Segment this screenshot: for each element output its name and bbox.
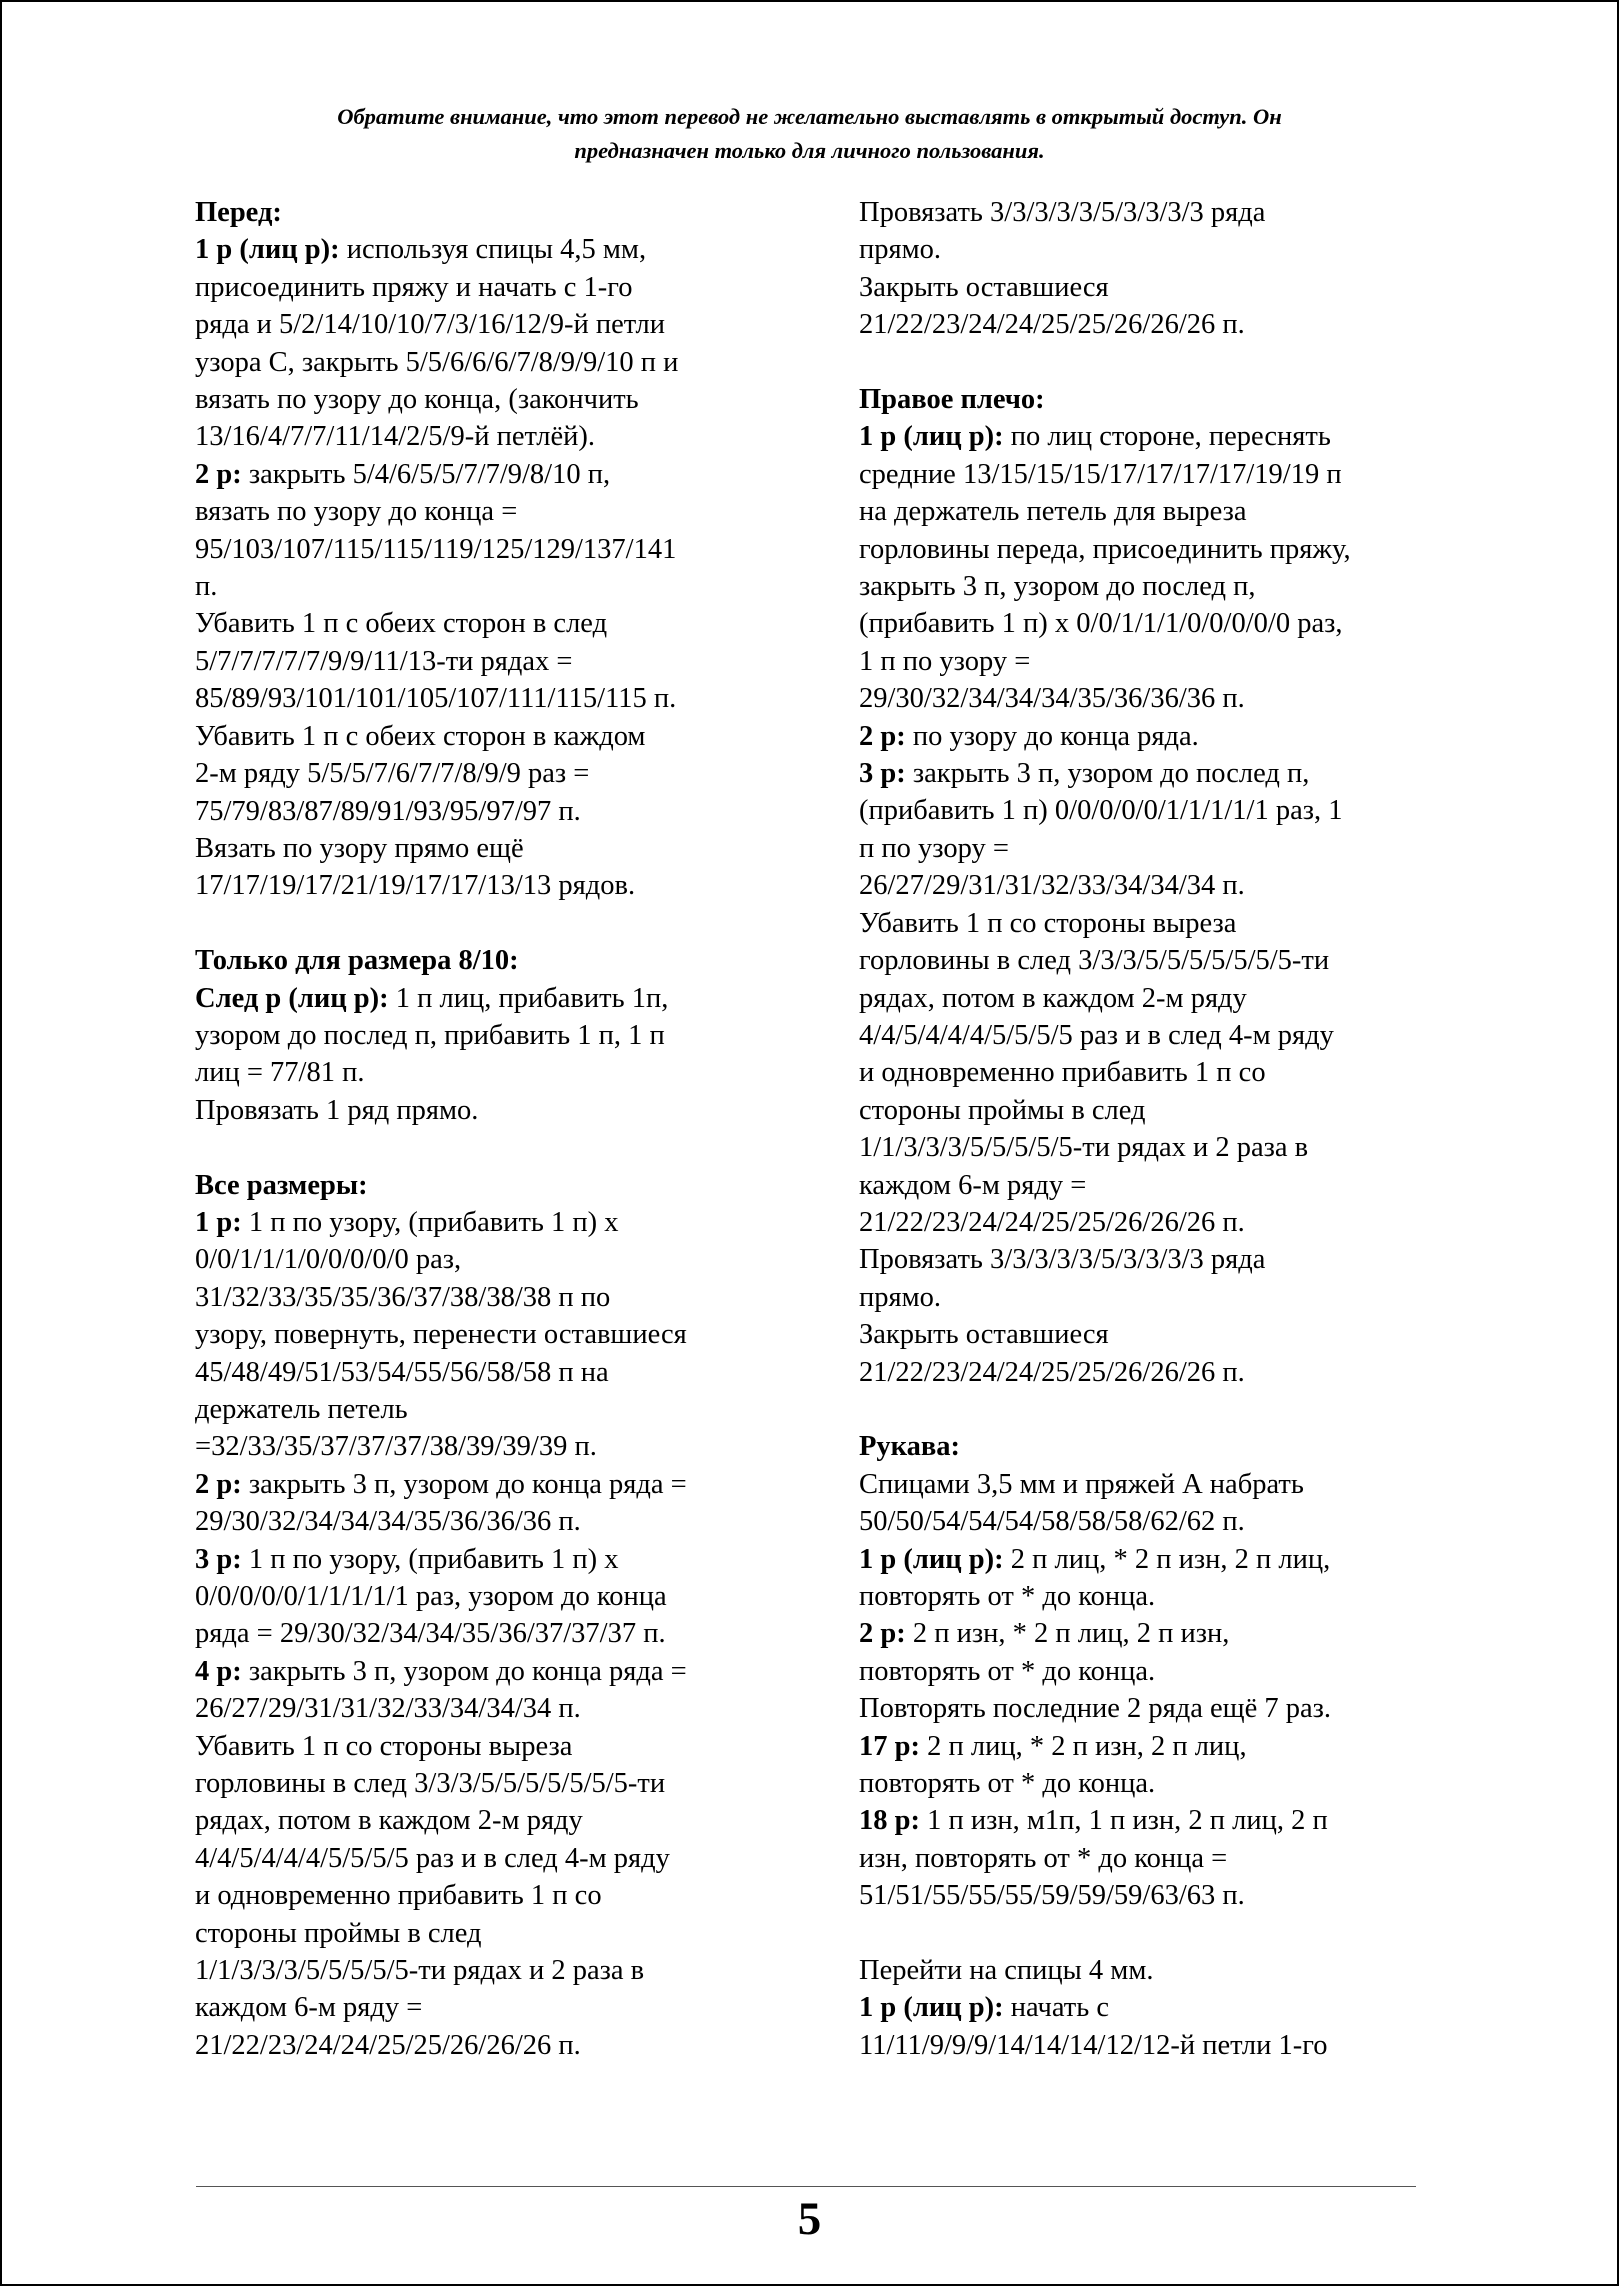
line-text: Провязать 3/3/3/3/3/5/3/3/3/3 ряда [859, 197, 1266, 228]
text-line [859, 493, 1449, 530]
text-line [859, 1503, 1449, 1540]
line-text: на держатель петель для выреза [859, 496, 1247, 528]
text-line [195, 867, 785, 904]
text-line [859, 456, 1449, 493]
text-line [859, 231, 1449, 268]
text-line [859, 1204, 1449, 1241]
line-text: горловины в след 3/3/3/5/5/5/5/5/5/5-ти [859, 945, 1330, 977]
line-text: по лиц стороне, переснять [1003, 421, 1331, 453]
line-text: 0/0/0/0/0/1/1/1/1/1 раз, узором до конца [195, 1581, 667, 1612]
text-line [195, 1167, 785, 1204]
line-text: каждом 6-м ряду = [859, 1169, 1087, 1201]
line-text: лиц = 77/81 п. [195, 1057, 365, 1089]
text-line [859, 942, 1449, 979]
line-text: горловины в след 3/3/3/5/5/5/5/5/5/5-ти [195, 1768, 666, 1800]
page-number: 5 [797, 2193, 822, 2245]
line-text: 31/32/33/35/35/36/37/38/38/38 п по [195, 1281, 611, 1313]
line-text: 1 п изн, м1п, 1 п изн, 2 п лиц, 2 п [919, 1805, 1328, 1837]
line-text: Вязать по узору прямо ещё [195, 832, 524, 864]
line-text: Убавить 1 п со стороны выреза [859, 907, 1237, 939]
line-text: Провязать 1 ряд прямо. [195, 1094, 479, 1126]
line-text: 75/79/83/87/89/91/93/95/97/97 п. [195, 795, 581, 827]
line-text: закрыть 3 п, узором до послед п, [905, 758, 1310, 790]
text-line [195, 718, 785, 755]
line-text: повторять от * до конца. [859, 1768, 1156, 1800]
line-text: закрыть 3 п, узором до конца ряда = [241, 1468, 687, 1500]
line-text: 2-м ряду 5/5/5/7/6/7/7/8/9/9 раз = [195, 758, 590, 790]
line-text: 1 п по узору, (прибавить 1 п) х [241, 1206, 619, 1238]
text-line [195, 1989, 785, 2026]
text-line [859, 1690, 1449, 1727]
line-text: 4/4/5/4/4/4/5/5/5/5 раз и в след 4-м ряду [859, 1019, 1334, 1051]
text-line [859, 1092, 1449, 1129]
text-line [195, 306, 785, 343]
text-line [195, 793, 785, 830]
text-line [859, 680, 1449, 717]
line-text: средние 13/15/15/15/17/17/17/17/19/19 п [859, 458, 1342, 490]
line-text: ряда и 5/2/14/10/10/7/3/16/12/9-й петли [195, 309, 666, 341]
text-line [859, 1578, 1449, 1615]
line-text: 26/27/29/31/31/32/33/34/34/34 п. [195, 1693, 581, 1725]
text-line [859, 867, 1449, 904]
text-line [859, 1840, 1449, 1877]
text-line [195, 1204, 785, 1241]
text-line [859, 1428, 1449, 1465]
text-line [195, 755, 785, 792]
text-line [859, 1466, 1449, 1503]
bold-label: Правое плечо: [859, 384, 1045, 416]
line-text: 17/17/19/17/21/19/17/17/13/13 рядов. [195, 870, 636, 902]
text-line [859, 306, 1449, 343]
text-line [195, 942, 785, 979]
line-text: узору, повернуть, перенести оставшиеся [195, 1319, 687, 1351]
text-line [195, 2027, 785, 2064]
text-line [859, 1728, 1449, 1765]
line-text: (прибавить 1 п) х 0/0/1/1/1/0/0/0/0/0 раз, [859, 608, 1343, 640]
bold-label: 17 р: [859, 1730, 920, 1762]
line-text: повторять от * до конца. [859, 1655, 1156, 1687]
right-column [859, 194, 1449, 2064]
line-text: закрыть 5/4/6/5/5/7/7/9/8/10 п, [241, 458, 611, 490]
bold-label: 3 р: [859, 758, 906, 790]
text-line [859, 194, 1449, 231]
line-text: каждом 6-м ряду = [195, 1992, 423, 2024]
text-line [195, 381, 785, 418]
text-line [195, 531, 785, 568]
line-text: Закрыть оставшиеся [859, 1319, 1109, 1351]
line-text: 95/103/107/115/115/119/125/129/137/141 [195, 533, 677, 565]
text-line [859, 269, 1449, 306]
line-text: Убавить 1 п с обеих сторон в след [195, 608, 608, 640]
text-line [195, 1017, 785, 1054]
text-line [859, 1653, 1449, 1690]
text-line [195, 1503, 785, 1540]
line-text: Спицами 3,5 мм и пряжей А набрать [859, 1468, 1304, 1500]
bold-label: 3 р: [195, 1543, 242, 1575]
line-text: 1/1/3/3/3/5/5/5/5/5-ти рядах и 2 раза в [859, 1132, 1309, 1164]
text-line [195, 1054, 785, 1091]
line-text: 2 п изн, * 2 п лиц, 2 п изн, [905, 1618, 1230, 1650]
text-line [859, 1989, 1449, 2026]
paragraph-gap [195, 1129, 785, 1166]
text-line [195, 1615, 785, 1652]
line-text: рядах, потом в каждом 2-м ряду [195, 1805, 583, 1837]
line-text: Убавить 1 п со стороны выреза [195, 1730, 573, 1762]
paragraph-gap [859, 1391, 1449, 1428]
line-text: изн, повторять от * до конца = [859, 1842, 1228, 1874]
line-text: 1 п по узору = [859, 645, 1031, 677]
text-line [195, 1578, 785, 1615]
text-line [859, 1802, 1449, 1839]
line-text: узором до послед п, прибавить 1 п, 1 п [195, 1019, 665, 1051]
line-text: 29/30/32/34/34/34/35/36/36/36 п. [195, 1506, 581, 1538]
bold-label: 2 р: [195, 1468, 242, 1500]
line-text: 2 п лиц, * 2 п изн, 2 п лиц, [1003, 1543, 1331, 1575]
line-text: прямо. [859, 234, 942, 266]
line-text: начать с [1003, 1992, 1109, 2024]
text-line [859, 1167, 1449, 1204]
line-text: 85/89/93/101/101/105/107/111/115/115 п. [195, 683, 677, 715]
line-text: присоединить пряжу и начать с 1-го [195, 271, 633, 303]
line-text: 21/22/23/24/24/25/25/26/26/26 п. [859, 1356, 1245, 1388]
line-text: 5/7/7/7/7/7/9/9/11/13-ти рядах = [195, 645, 573, 677]
text-line [195, 1765, 785, 1802]
text-line [195, 1840, 785, 1877]
line-text: Закрыть оставшиеся [859, 271, 1109, 303]
bold-label: 1 р (лиц р): [859, 421, 1004, 453]
text-line [859, 1316, 1449, 1353]
text-line [195, 1690, 785, 1727]
line-text: закрыть 3 п, узором до конца ряда = [241, 1655, 687, 1687]
line-text: 21/22/23/24/24/25/25/26/26/26 п. [859, 309, 1245, 341]
line-text: 13/16/4/7/7/11/14/2/5/9-й петлёй). [195, 421, 595, 453]
text-line [195, 1877, 785, 1914]
text-line [859, 830, 1449, 867]
line-text: и одновременно прибавить 1 п со [195, 1880, 602, 1912]
bold-label: 1 р (лиц р): [195, 234, 340, 266]
text-line [195, 1391, 785, 1428]
line-text: повторять от * до конца. [859, 1581, 1156, 1612]
line-text: держатель петель [195, 1393, 408, 1425]
line-text: вязать по узору до конца = [195, 496, 518, 528]
text-line [859, 2027, 1449, 2064]
text-line [859, 1279, 1449, 1316]
bold-label: 1 р (лиц р): [859, 1992, 1004, 2024]
text-line [195, 1092, 785, 1129]
text-line [859, 1054, 1449, 1091]
line-text: стороны проймы в след [195, 1917, 482, 1949]
text-line [195, 980, 785, 1017]
line-text: 21/22/23/24/24/25/25/26/26/26 п. [859, 1206, 1245, 1238]
line-text: 4/4/5/4/4/4/5/5/5/5 раз и в след 4-м ряду [195, 1842, 670, 1874]
text-line [859, 418, 1449, 455]
line-text: 1/1/3/3/3/5/5/5/5/5-ти рядах и 2 раза в [195, 1955, 645, 1987]
bold-label: 18 р: [859, 1805, 920, 1837]
text-line [195, 1316, 785, 1353]
text-line [859, 1241, 1449, 1278]
line-text: 1 п по узору, (прибавить 1 п) х [241, 1543, 619, 1575]
text-line [859, 980, 1449, 1017]
line-text: (прибавить 1 п) 0/0/0/0/0/1/1/1/1/1 раз, 1 [859, 795, 1343, 827]
paragraph-gap [859, 344, 1449, 381]
text-line [195, 1466, 785, 1503]
notice [2, 100, 1617, 168]
text-line [195, 1653, 785, 1690]
text-line [195, 643, 785, 680]
line-text: 0/0/1/1/1/0/0/0/0/0 раз, [195, 1244, 462, 1276]
text-line [195, 1279, 785, 1316]
bold-label: 2 р: [195, 458, 242, 490]
text-line [859, 755, 1449, 792]
text-line [195, 1241, 785, 1278]
paragraph-gap [859, 1915, 1449, 1952]
line-text: 1 п лиц, прибавить 1п, [388, 982, 669, 1014]
line-text: стороны проймы в след [859, 1094, 1146, 1126]
text-line [195, 418, 785, 455]
line-text: =32/33/35/37/37/37/38/39/39/39 п. [195, 1431, 597, 1463]
text-line [859, 905, 1449, 942]
text-line [195, 605, 785, 642]
text-line [195, 680, 785, 717]
line-text: и одновременно прибавить 1 п со [859, 1057, 1266, 1089]
text-line [195, 568, 785, 605]
line-text: п. [195, 571, 218, 603]
text-line [195, 231, 785, 268]
text-line [195, 1728, 785, 1765]
text-line [195, 493, 785, 530]
bold-label: След р (лиц р): [195, 982, 389, 1014]
text-line [195, 1428, 785, 1465]
line-text: рядах, потом в каждом 2-м ряду [859, 982, 1247, 1014]
line-text: 11/11/9/9/9/14/14/14/12/12-й петли 1-го [859, 2029, 1328, 2061]
text-line [859, 1952, 1449, 1989]
text-line [859, 568, 1449, 605]
notice-line-1: Обратите внимание, что этот перевод не желательно выставлять в открытый доступ. Он [337, 104, 1282, 129]
line-text: Провязать 3/3/3/3/3/5/3/3/3/3 ряда [859, 1244, 1266, 1276]
bold-label: 4 р: [195, 1655, 242, 1687]
text-line [195, 1541, 785, 1578]
line-text: вязать по узору до конца, (закончить [195, 384, 639, 416]
line-text: 2 п лиц, * 2 п изн, 2 п лиц, [919, 1730, 1247, 1762]
text-line [859, 1017, 1449, 1054]
bold-label: Все размеры: [195, 1169, 368, 1201]
line-text: Убавить 1 п с обеих сторон в каждом [195, 720, 646, 752]
line-text: Повторять последние 2 ряда ещё 7 раз. [859, 1693, 1332, 1725]
bold-label: 2 р: [859, 1618, 906, 1650]
line-text: по узору до конца ряда. [905, 720, 1199, 752]
text-line [859, 643, 1449, 680]
line-text: п по узору = [859, 832, 1009, 864]
text-line [859, 792, 1449, 829]
text-line [859, 1877, 1449, 1914]
line-text: ряда = 29/30/32/34/34/35/36/37/37/37 п. [195, 1618, 666, 1650]
line-text: узора С, закрыть 5/5/6/6/6/7/8/9/9/10 п и [195, 346, 679, 378]
bold-label: 1 р (лиц р): [859, 1543, 1004, 1575]
text-line [195, 830, 785, 867]
line-text: 51/51/55/55/55/59/59/59/63/63 п. [859, 1880, 1245, 1912]
text-line [859, 1129, 1449, 1166]
line-text: горловины переда, присоединить пряжу, [859, 533, 1351, 565]
text-line [195, 1952, 785, 1989]
text-line [859, 1615, 1449, 1652]
bold-label: Перед: [195, 197, 282, 228]
bold-label: 2 р: [859, 720, 906, 752]
text-line [195, 194, 785, 231]
text-line [859, 1354, 1449, 1391]
line-text: закрыть 3 п, узором до послед п, [859, 571, 1256, 603]
line-text: используя спицы 4,5 мм, [339, 234, 647, 266]
bold-label: 1 р: [195, 1206, 242, 1238]
text-line [195, 269, 785, 306]
paragraph-gap [195, 905, 785, 942]
text-line [859, 1541, 1449, 1578]
line-text: прямо. [859, 1281, 942, 1313]
text-line [195, 456, 785, 493]
notice-line-2: предназначен только для личного пользования. [574, 138, 1045, 163]
bold-label: Рукава: [859, 1431, 961, 1463]
text-line [195, 1915, 785, 1952]
line-text: 45/48/49/51/53/54/55/56/58/58 п на [195, 1356, 609, 1388]
left-column [195, 194, 785, 2064]
text-line [859, 531, 1449, 568]
line-text: 50/50/54/54/54/58/58/58/62/62 п. [859, 1506, 1245, 1538]
text-line [195, 1354, 785, 1391]
line-text: 21/22/23/24/24/25/25/26/26/26 п. [195, 2029, 581, 2061]
line-text: Перейти на спицы 4 мм. [859, 1955, 1154, 1987]
bold-label: Только для размера 8/10: [195, 945, 519, 977]
text-line [859, 718, 1449, 755]
line-text: 26/27/29/31/31/32/33/34/34/34 п. [859, 870, 1245, 902]
text-line [195, 344, 785, 381]
text-line [859, 605, 1449, 642]
text-line [859, 381, 1449, 418]
text-line [859, 1765, 1449, 1802]
text-line [195, 1802, 785, 1839]
line-text: 29/30/32/34/34/34/35/36/36/36 п. [859, 683, 1245, 715]
